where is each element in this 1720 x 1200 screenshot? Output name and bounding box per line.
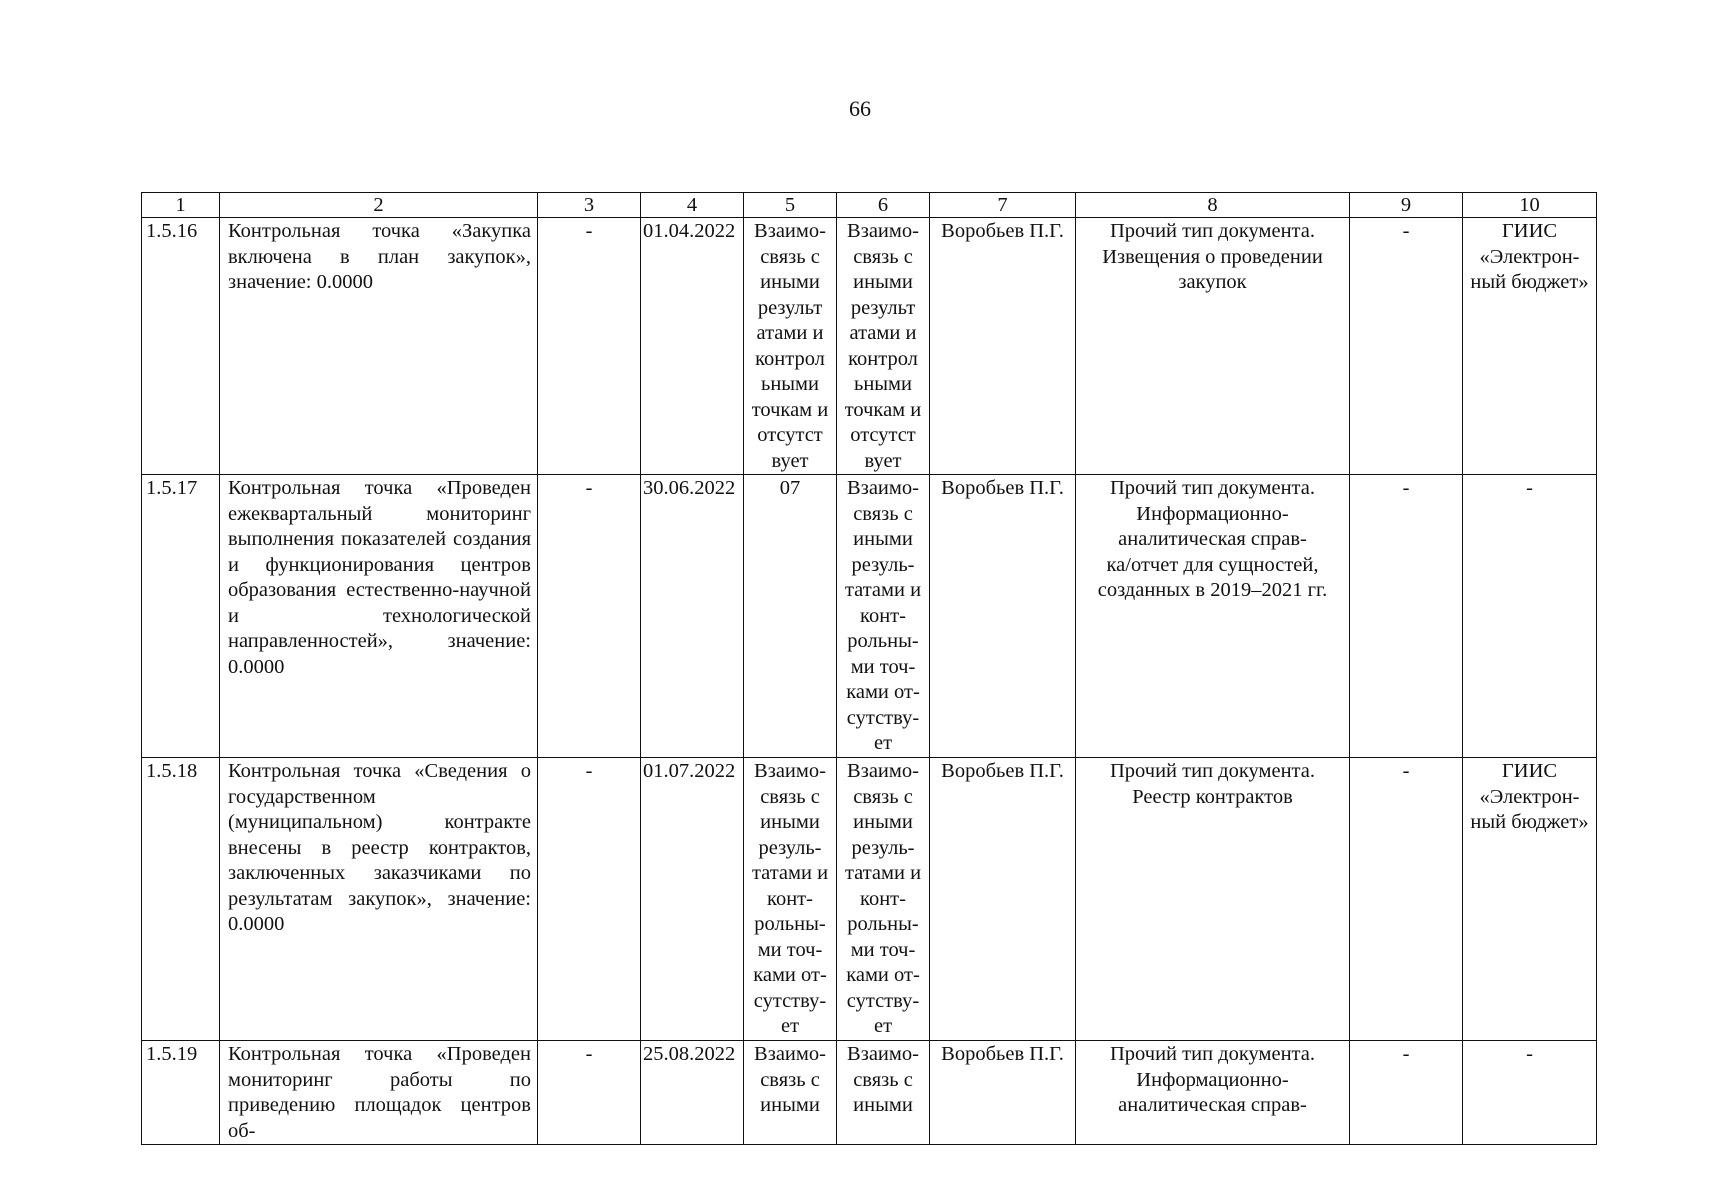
control-points-table	[141, 192, 1597, 1145]
table-row	[142, 758, 1597, 1041]
column-header: 1	[142, 193, 220, 218]
table-row	[142, 1041, 1597, 1145]
column-3-value: -	[538, 475, 641, 758]
row-number: 1.5.17	[142, 475, 220, 758]
responsible-person: Воробьев П.Г.	[930, 1041, 1076, 1145]
column-number-row	[142, 193, 1597, 218]
column-9-value: -	[1350, 1041, 1463, 1145]
document-type: Прочий тип документа. Извещения о проведении закупок	[1076, 218, 1350, 475]
column-5-value: Взаимо- связь с иными результ атами и контрол ьными точкам и отсутст вует	[744, 218, 837, 475]
responsible-person: Воробьев П.Г.	[930, 475, 1076, 758]
row-number: 1.5.16	[142, 218, 220, 475]
column-header: 5	[744, 193, 837, 218]
column-6-value: Взаимо- связь с иными резуль- татами и конт- рольны- ми точ- ками от- сутству- ет	[837, 475, 930, 758]
column-9-value: -	[1350, 758, 1463, 1041]
table-row	[142, 218, 1597, 475]
deadline-date: 30.06.2022	[641, 475, 744, 758]
column-6-value: Взаимо- связь с иными	[837, 1041, 930, 1145]
deadline-date: 01.07.2022	[641, 758, 744, 1041]
document-type: Прочий тип документа. Информационно- аналитическая справ-	[1076, 1041, 1350, 1145]
control-point-name: Контрольная точка «Закупка включена в план закупок», значение: 0.0000	[220, 218, 538, 475]
control-point-name: Контрольная точка «Сведения о государственном (муниципальном) контракте внесены в реестр контрактов, заключенных заказчиками по результатам закупок», значение: 0.0000	[220, 758, 538, 1041]
column-header: 6	[837, 193, 930, 218]
information-system: ГИИС «Электрон- ный бюджет»	[1463, 758, 1597, 1041]
column-6-value: Взаимо- связь с иными резуль- татами и конт- рольны- ми точ- ками от- сутству- ет	[837, 758, 930, 1041]
column-9-value: -	[1350, 475, 1463, 758]
responsible-person: Воробьев П.Г.	[930, 758, 1076, 1041]
column-3-value: -	[538, 758, 641, 1041]
column-header: 4	[641, 193, 744, 218]
column-header: 2	[220, 193, 538, 218]
table-row	[142, 475, 1597, 758]
column-header: 10	[1463, 193, 1597, 218]
document-type: Прочий тип документа. Информационно- аналитическая справ- ка/отчет для сущностей, созданных в 2019–2021 гг.	[1076, 475, 1350, 758]
responsible-person: Воробьев П.Г.	[930, 218, 1076, 475]
information-system: -	[1463, 475, 1597, 758]
information-system: -	[1463, 1041, 1597, 1145]
column-9-value: -	[1350, 218, 1463, 475]
information-system: ГИИС «Электрон- ный бюджет»	[1463, 218, 1597, 475]
deadline-date: 01.04.2022	[641, 218, 744, 475]
document-type: Прочий тип документа. Реестр контрактов	[1076, 758, 1350, 1041]
control-point-name: Контрольная точка «Проведен мониторинг работы по приведению площадок центров об-	[220, 1041, 538, 1145]
row-number: 1.5.18	[142, 758, 220, 1041]
column-3-value: -	[538, 1041, 641, 1145]
deadline-date: 25.08.2022	[641, 1041, 744, 1145]
column-5-value: 07	[744, 475, 837, 758]
control-point-name: Контрольная точка «Проведен ежеквартальный мониторинг выполнения показателей создания и функционирования центров образования естественно-научной и технологической направленностей», значение: 0.0000	[220, 475, 538, 758]
row-number: 1.5.19	[142, 1041, 220, 1145]
column-6-value: Взаимо- связь с иными результ атами и контрол ьными точкам и отсутст вует	[837, 218, 930, 475]
column-header: 8	[1076, 193, 1350, 218]
page-number: 66	[849, 96, 871, 121]
column-5-value: Взаимо- связь с иными резуль- татами и конт- рольны- ми точ- ками от- сутству- ет	[744, 758, 837, 1041]
column-header: 7	[930, 193, 1076, 218]
column-5-value: Взаимо- связь с иными	[744, 1041, 837, 1145]
column-3-value: -	[538, 218, 641, 475]
column-header: 9	[1350, 193, 1463, 218]
column-header: 3	[538, 193, 641, 218]
